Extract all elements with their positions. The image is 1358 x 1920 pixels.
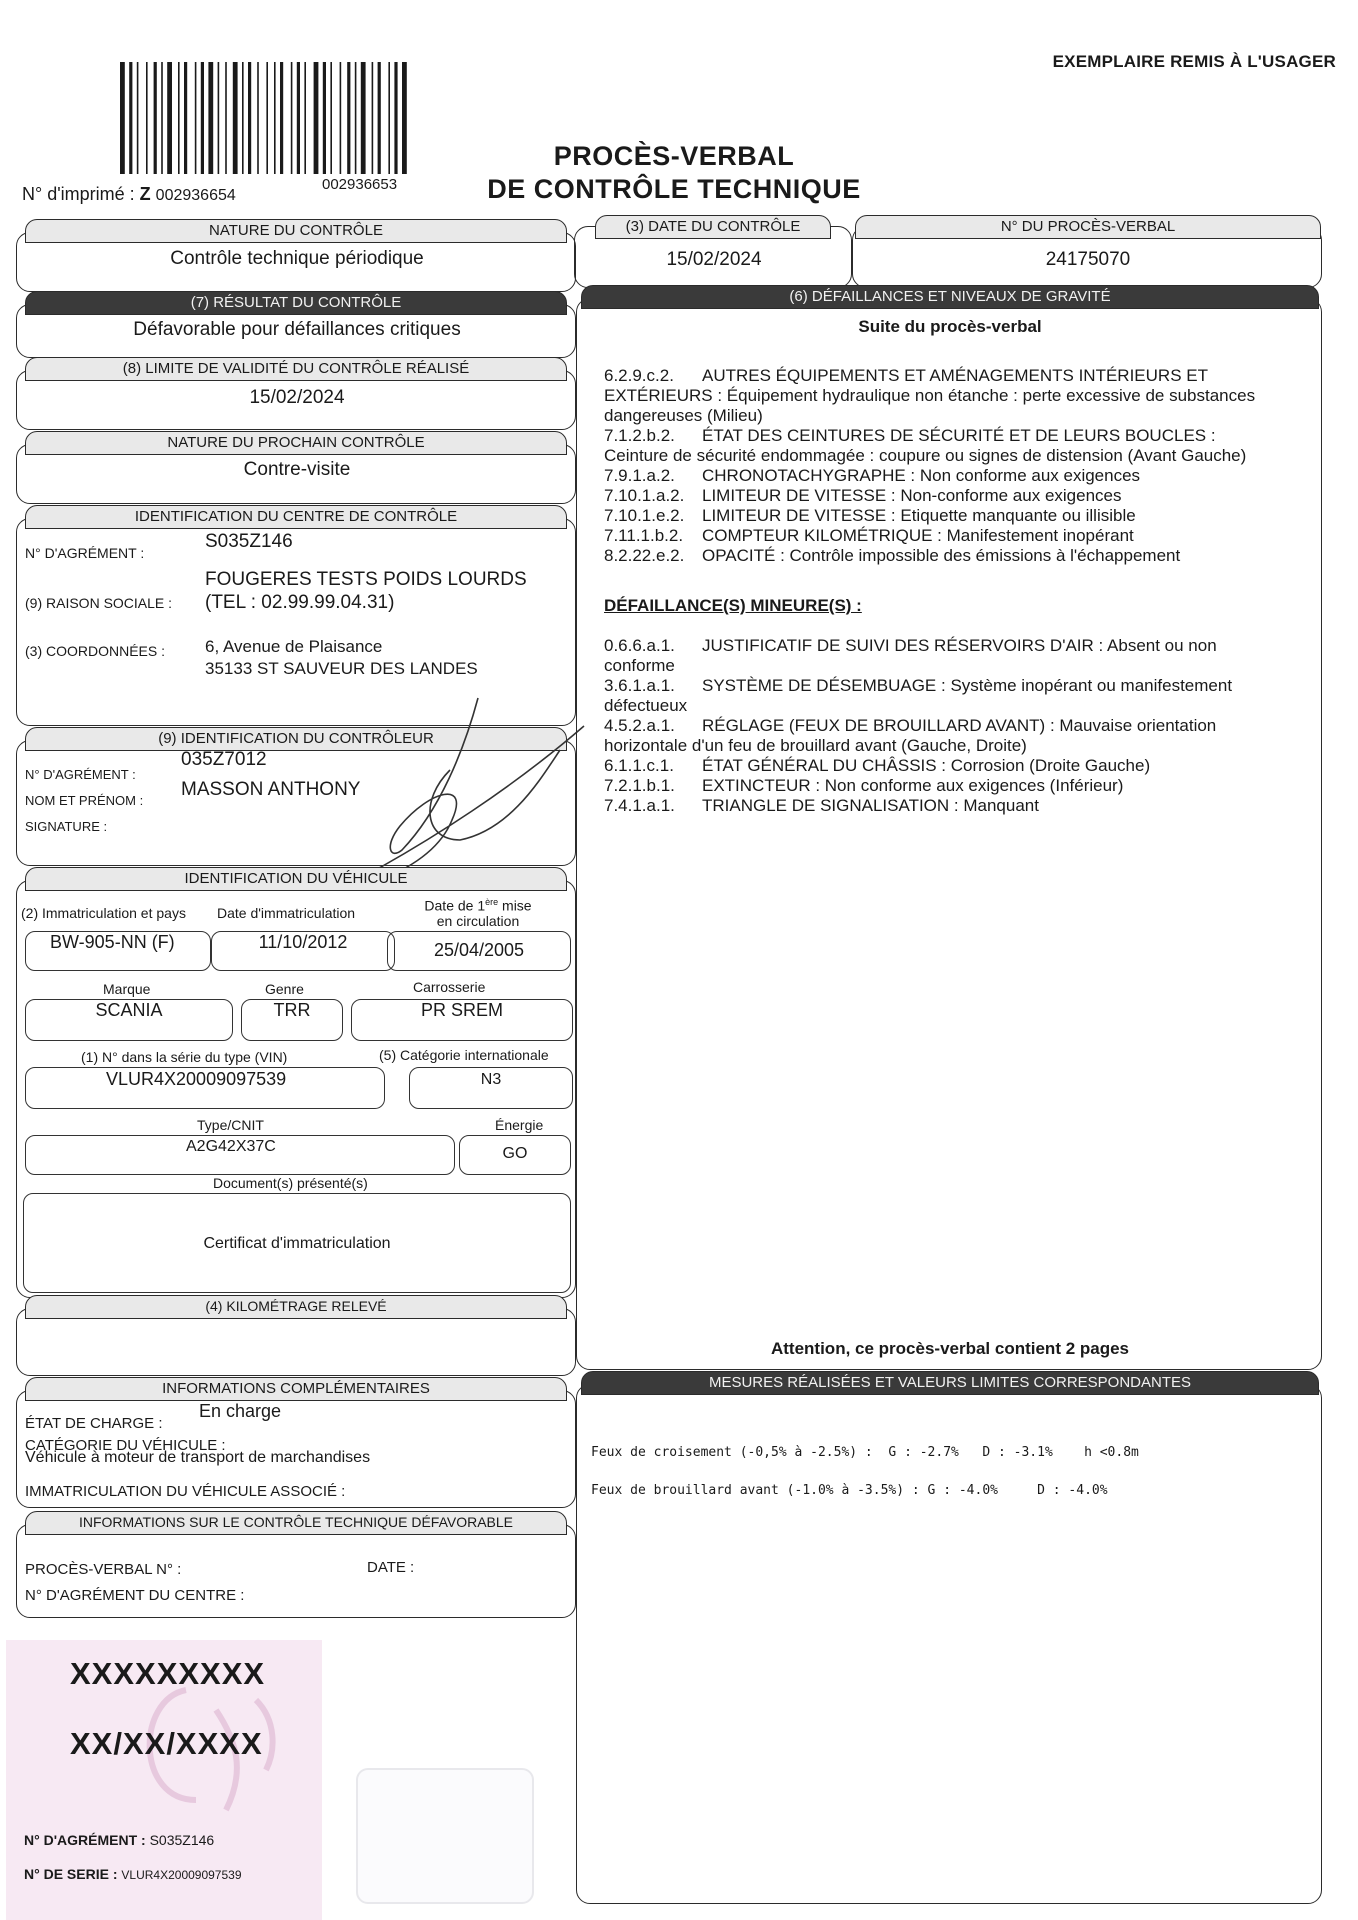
imprime-label: N° d'imprimé : [22,184,140,204]
date-immat-field: 11/10/2012 [211,931,395,971]
controleur-title: (9) IDENTIFICATION DU CONTRÔLEUR [25,727,567,751]
defect-critique [604,466,1324,486]
exemplaire-label: EXEMPLAIRE REMIS À L'USAGER [1052,52,1336,71]
date-mise-label-b: mise [498,897,532,914]
defect-code: 6.2.9.c.2. [604,366,674,385]
critiques-list [604,366,1324,566]
centre-raison-label: (9) RAISON SOCIALE : [25,595,173,611]
defect-text: LIMITEUR DE VITESSE : Non-conforme aux exigences [702,486,1122,505]
defect-mineure [604,716,1324,756]
defect-mineure [604,756,1324,776]
defavorable-date-label: DATE : [367,1559,415,1576]
defavorable-agrement-label: N° D'AGRÉMENT DU CENTRE : [25,1587,245,1604]
mineures-list [604,636,1324,816]
barcode-bar [304,62,306,174]
kilometrage-title: (4) KILOMÉTRAGE RELEVÉ [25,1295,567,1319]
defect-code: 7.2.1.b.1. [604,776,675,795]
num-pv-value: 24175070 [1045,249,1131,270]
vignette-serie-value: VLUR4X20009097539 [121,1868,242,1882]
defavorable-box [16,1514,576,1618]
centre-agrement: S035Z146 [205,531,293,552]
barcode-bar [388,62,390,174]
etat-label: ÉTAT DE CHARGE : [25,1415,163,1432]
mesures-title: MESURES RÉALISÉES ET VALEURS LIMITES CORRESPONDANTES [581,1371,1319,1395]
barcode-bar [378,62,381,174]
vignette-agrement [24,1832,214,1848]
nature-title: NATURE DU CONTRÔLE [25,219,567,243]
associe-label: IMMATRICULATION DU VÉHICULE ASSOCIÉ : [25,1483,346,1500]
defect-code: 7.9.1.a.2. [604,466,675,485]
defect-code: 7.10.1.a.2. [604,486,685,505]
infos-title: INFORMATIONS COMPLÉMENTAIRES [25,1377,567,1401]
date-controle-box [574,218,852,288]
barcode-digits: 002936653 [322,176,398,193]
barcode-bar [233,62,238,174]
stamp-area [356,1768,534,1904]
barcode-bar [340,62,342,174]
num-pv-box [852,218,1322,288]
barcode-bar [146,62,148,174]
date-mise-label-c: en circulation [436,912,520,929]
barcode-bar [218,62,220,174]
immat-field: BW-905-NN (F) [25,931,211,971]
defect-text: TRIANGLE DE SIGNALISATION : Manquant [702,796,1039,815]
defect-code: 6.1.1.c.1. [604,756,674,775]
vignette-line2: XX/XX/XXXX [70,1726,263,1761]
mesures-box [576,1374,1322,1904]
date-mise-label-a: Date de 1 [424,897,486,914]
num-pv-title: N° DU PROCÈS-VERBAL [855,215,1321,239]
defect-text: JUSTIFICATIF DE SUIVI DES RÉSERVOIRS D'AIR : Absent ou non [702,636,1217,655]
resultat-box [16,294,576,358]
barcode-bar [137,62,139,174]
defect-code: 4.5.2.a.1. [604,716,675,735]
infos-box [16,1380,576,1508]
mesures-line2: Feux de brouillard avant (-1.0% à -3.5%) : G : -4.0% D : -4.0% [591,1483,1108,1498]
barcode-bar [208,62,213,174]
centre-agrement-label: N° D'AGRÉMENT : [25,545,145,561]
defect-code: 0.6.6.a.1. [604,636,675,655]
barcode-bar [120,62,125,174]
vignette-agrement-value: S035Z146 [149,1832,215,1848]
categorie-vehicule-label: CATÉGORIE DU VÉHICULE : [25,1437,226,1454]
defect-text: EXTINCTEUR : Non conforme aux exigences (Inférieur) [702,776,1124,795]
barcode-bar [257,62,259,174]
imprime-letter: Z [139,184,151,204]
defect-code: 7.4.1.a.1. [604,796,675,815]
carrosserie-label: Carrosserie [413,979,486,995]
type-field: A2G42X37C [25,1135,455,1175]
defaillances-title: (6) DÉFAILLANCES ET NIVEAUX DE GRAVITÉ [581,285,1319,309]
date-controle-value: 15/02/2024 [666,249,762,270]
defect-critique [604,506,1324,526]
vignette-serie [24,1866,242,1882]
suite-label: Suite du procès-verbal [858,317,1042,336]
barcode-bar [280,62,283,174]
categorie-vehicule-value: Véhicule à moteur de transport de marchandises [25,1449,371,1466]
centre-coord-line1: 6, Avenue de Plaisance [205,637,383,656]
defect-text: AUTRES ÉQUIPEMENTS ET AMÉNAGEMENTS INTÉRIEURS ET [702,366,1208,385]
prochain-box [16,434,576,504]
imprime-number [22,184,236,205]
categorie-field: N3 [409,1067,573,1109]
vignette-sticker [6,1640,322,1920]
energie-field: GO [459,1135,571,1175]
defavorable-pv-label: PROCÈS-VERBAL N° : [25,1561,182,1578]
barcode-bar [242,62,244,174]
barcode [120,62,412,180]
barcode-bar [225,62,227,174]
energie-label: Énergie [495,1117,544,1133]
barcode-bar [184,62,187,174]
limite-value: 15/02/2024 [249,387,345,408]
attention-label: Attention, ce procès-verbal contient 2 pages [770,1339,1130,1358]
etat-value: En charge [199,1401,282,1421]
centre-title: IDENTIFICATION DU CENTRE DE CONTRÔLE [25,505,567,529]
defect-text: COMPTEUR KILOMÉTRIQUE : Manifestement inopérant [702,526,1134,545]
barcode-bar [248,62,251,174]
defect-mineure [604,796,1324,816]
documents-field: Certificat d'immatriculation [23,1193,571,1293]
defect-code: 8.2.22.e.2. [604,546,685,565]
defect-critique [604,526,1324,546]
defect-text-continued: horizontale d'un feu de brouillard avant (Gauche, Droite) [604,736,1027,755]
controleur-agrement-label: N° D'AGRÉMENT : [25,767,136,782]
barcode-bar [274,62,276,174]
barcode-bar [372,62,374,174]
barcode-bar [161,62,163,174]
defect-mineure [604,676,1324,716]
controleur-agrement: 035Z7012 [181,749,267,770]
prochain-value: Contre-visite [243,459,351,480]
defect-critique [604,366,1324,426]
controleur-nom: MASSON ANTHONY [181,779,361,800]
barcode-bar [330,62,332,174]
limite-title: (8) LIMITE DE VALIDITÉ DU CONTRÔLE RÉALISÉ [25,357,567,381]
defect-text: SYSTÈME DE DÉSEMBUAGE : Système inopérant ou manifestement [702,676,1233,695]
defect-critique [604,546,1324,566]
centre-raison-line1: FOUGERES TESTS POIDS LOURDS [205,569,527,590]
marque-field: SCANIA [25,999,233,1041]
immat-label: (2) Immatriculation et pays [21,905,186,921]
nature-value: Contrôle technique périodique [170,248,424,269]
vignette-agrement-label: N° D'AGRÉMENT : [24,1832,146,1848]
defect-text: OPACITÉ : Contrôle impossible des émissions à l'échappement [702,546,1181,565]
genre-label: Genre [265,981,304,997]
kilometrage-box [16,1298,576,1376]
nature-box [16,222,576,292]
controleur-nom-label: NOM ET PRÉNOM : [25,793,144,808]
mineures-title: DÉFAILLANCE(S) MINEURE(S) : [604,596,862,615]
defect-code: 7.10.1.e.2. [604,506,685,525]
defect-text-continued: dangereuses (Milieu) [604,406,763,425]
barcode-bar [291,62,293,174]
defect-code: 7.1.2.b.2. [604,426,675,445]
vignette-serie-label: N° DE SERIE : [24,1866,118,1882]
barcode-bar [129,62,132,174]
categorie-label: (5) Catégorie internationale [379,1047,549,1063]
barcode-bar [178,62,180,174]
defect-text: ÉTAT DES CEINTURES DE SÉCURITÉ ET DE LEURS BOUCLES : [702,426,1216,445]
title-line2: DE CONTRÔLE TECHNIQUE [487,174,861,204]
mesures-line1: Feux de croisement (-0,5% à -2.5%) : G : -2.7% D : -3.1% h <0.8m [591,1445,1139,1460]
defect-text-continued: EXTÉRIEURS : Équipement hydraulique non étanche : perte excessive de substances [604,386,1256,405]
date-controle-title: (3) DATE DU CONTRÔLE [595,215,831,239]
defect-text-continued: conforme [604,656,675,675]
defavorable-title: INFORMATIONS SUR LE CONTRÔLE TECHNIQUE DÉFAVORABLE [25,1511,567,1535]
date-mise-label-sup: ère [485,897,499,907]
barcode-bar [361,62,366,174]
defect-text: RÉGLAGE (FEUX DE BROUILLARD AVANT) : Mauvaise orientation [702,716,1217,735]
vehicule-box [16,870,576,1298]
defect-text-continued: Ceinture de sécurité endommagée : coupure ou signes de distension (Avant Gauche) [604,446,1247,465]
centre-coord-label: (3) COORDONNÉES : [25,643,166,659]
imprime-value: 002936654 [155,187,236,204]
vin-label: (1) N° dans la série du type (VIN) [81,1049,288,1065]
barcode-bar [355,62,357,174]
signature-drawing [360,690,590,890]
barcode-bar [154,62,157,174]
controleur-signature-label: SIGNATURE : [25,819,108,834]
date-mise-label [413,895,543,929]
genre-field: TRR [241,999,343,1041]
page-title [468,140,880,206]
marque-label: Marque [103,981,151,997]
barcode-bar [347,62,350,174]
resultat-title: (7) RÉSULTAT DU CONTRÔLE [25,291,567,315]
prochain-title: NATURE DU PROCHAIN CONTRÔLE [25,431,567,455]
barcode-bar [201,62,204,174]
defect-critique [604,486,1324,506]
date-immat-label: Date d'immatriculation [217,905,356,921]
carrosserie-field: PR SREM [351,999,573,1041]
defect-critique [604,426,1324,466]
centre-coord-line2: 35133 ST SAUVEUR DES LANDES [205,659,478,678]
defect-text-continued: défectueux [604,696,688,715]
defect-mineure [604,636,1324,676]
barcode-bar [402,62,407,174]
title-line1: PROCÈS-VERBAL [553,141,795,171]
defect-text: CHRONOTACHYGRAPHE : Non conforme aux exigences [702,466,1141,485]
barcode-bar [314,62,319,174]
resultat-value: Défavorable pour défaillances critiques [133,319,461,340]
barcode-bar [195,62,197,174]
barcode-bar [394,62,397,174]
type-label: Type/CNIT [197,1117,264,1133]
barcode-bar [167,62,172,174]
vin-field: VLUR4X20009097539 [25,1067,385,1109]
defect-text: LIMITEUR DE VITESSE : Etiquette manquante ou illisible [702,506,1136,525]
barcode-bar [323,62,326,174]
vehicule-title: IDENTIFICATION DU VÉHICULE [25,867,567,891]
barcode-bar [297,62,300,174]
date-mise-field: 25/04/2005 [387,931,571,971]
defect-code: 7.11.1.b.2. [604,526,684,545]
centre-raison-line2: (TEL : 02.99.99.04.31) [205,592,395,613]
barcode-bar [266,62,268,174]
defect-code: 3.6.1.a.1. [604,676,675,695]
documents-label: Document(s) présenté(s) [213,1175,368,1191]
defect-text: ÉTAT GÉNÉRAL DU CHÂSSIS : Corrosion (Droite Gauche) [702,756,1151,775]
vignette-line1: XXXXXXXXX [70,1656,266,1691]
limite-box [16,360,576,430]
defect-mineure [604,776,1324,796]
